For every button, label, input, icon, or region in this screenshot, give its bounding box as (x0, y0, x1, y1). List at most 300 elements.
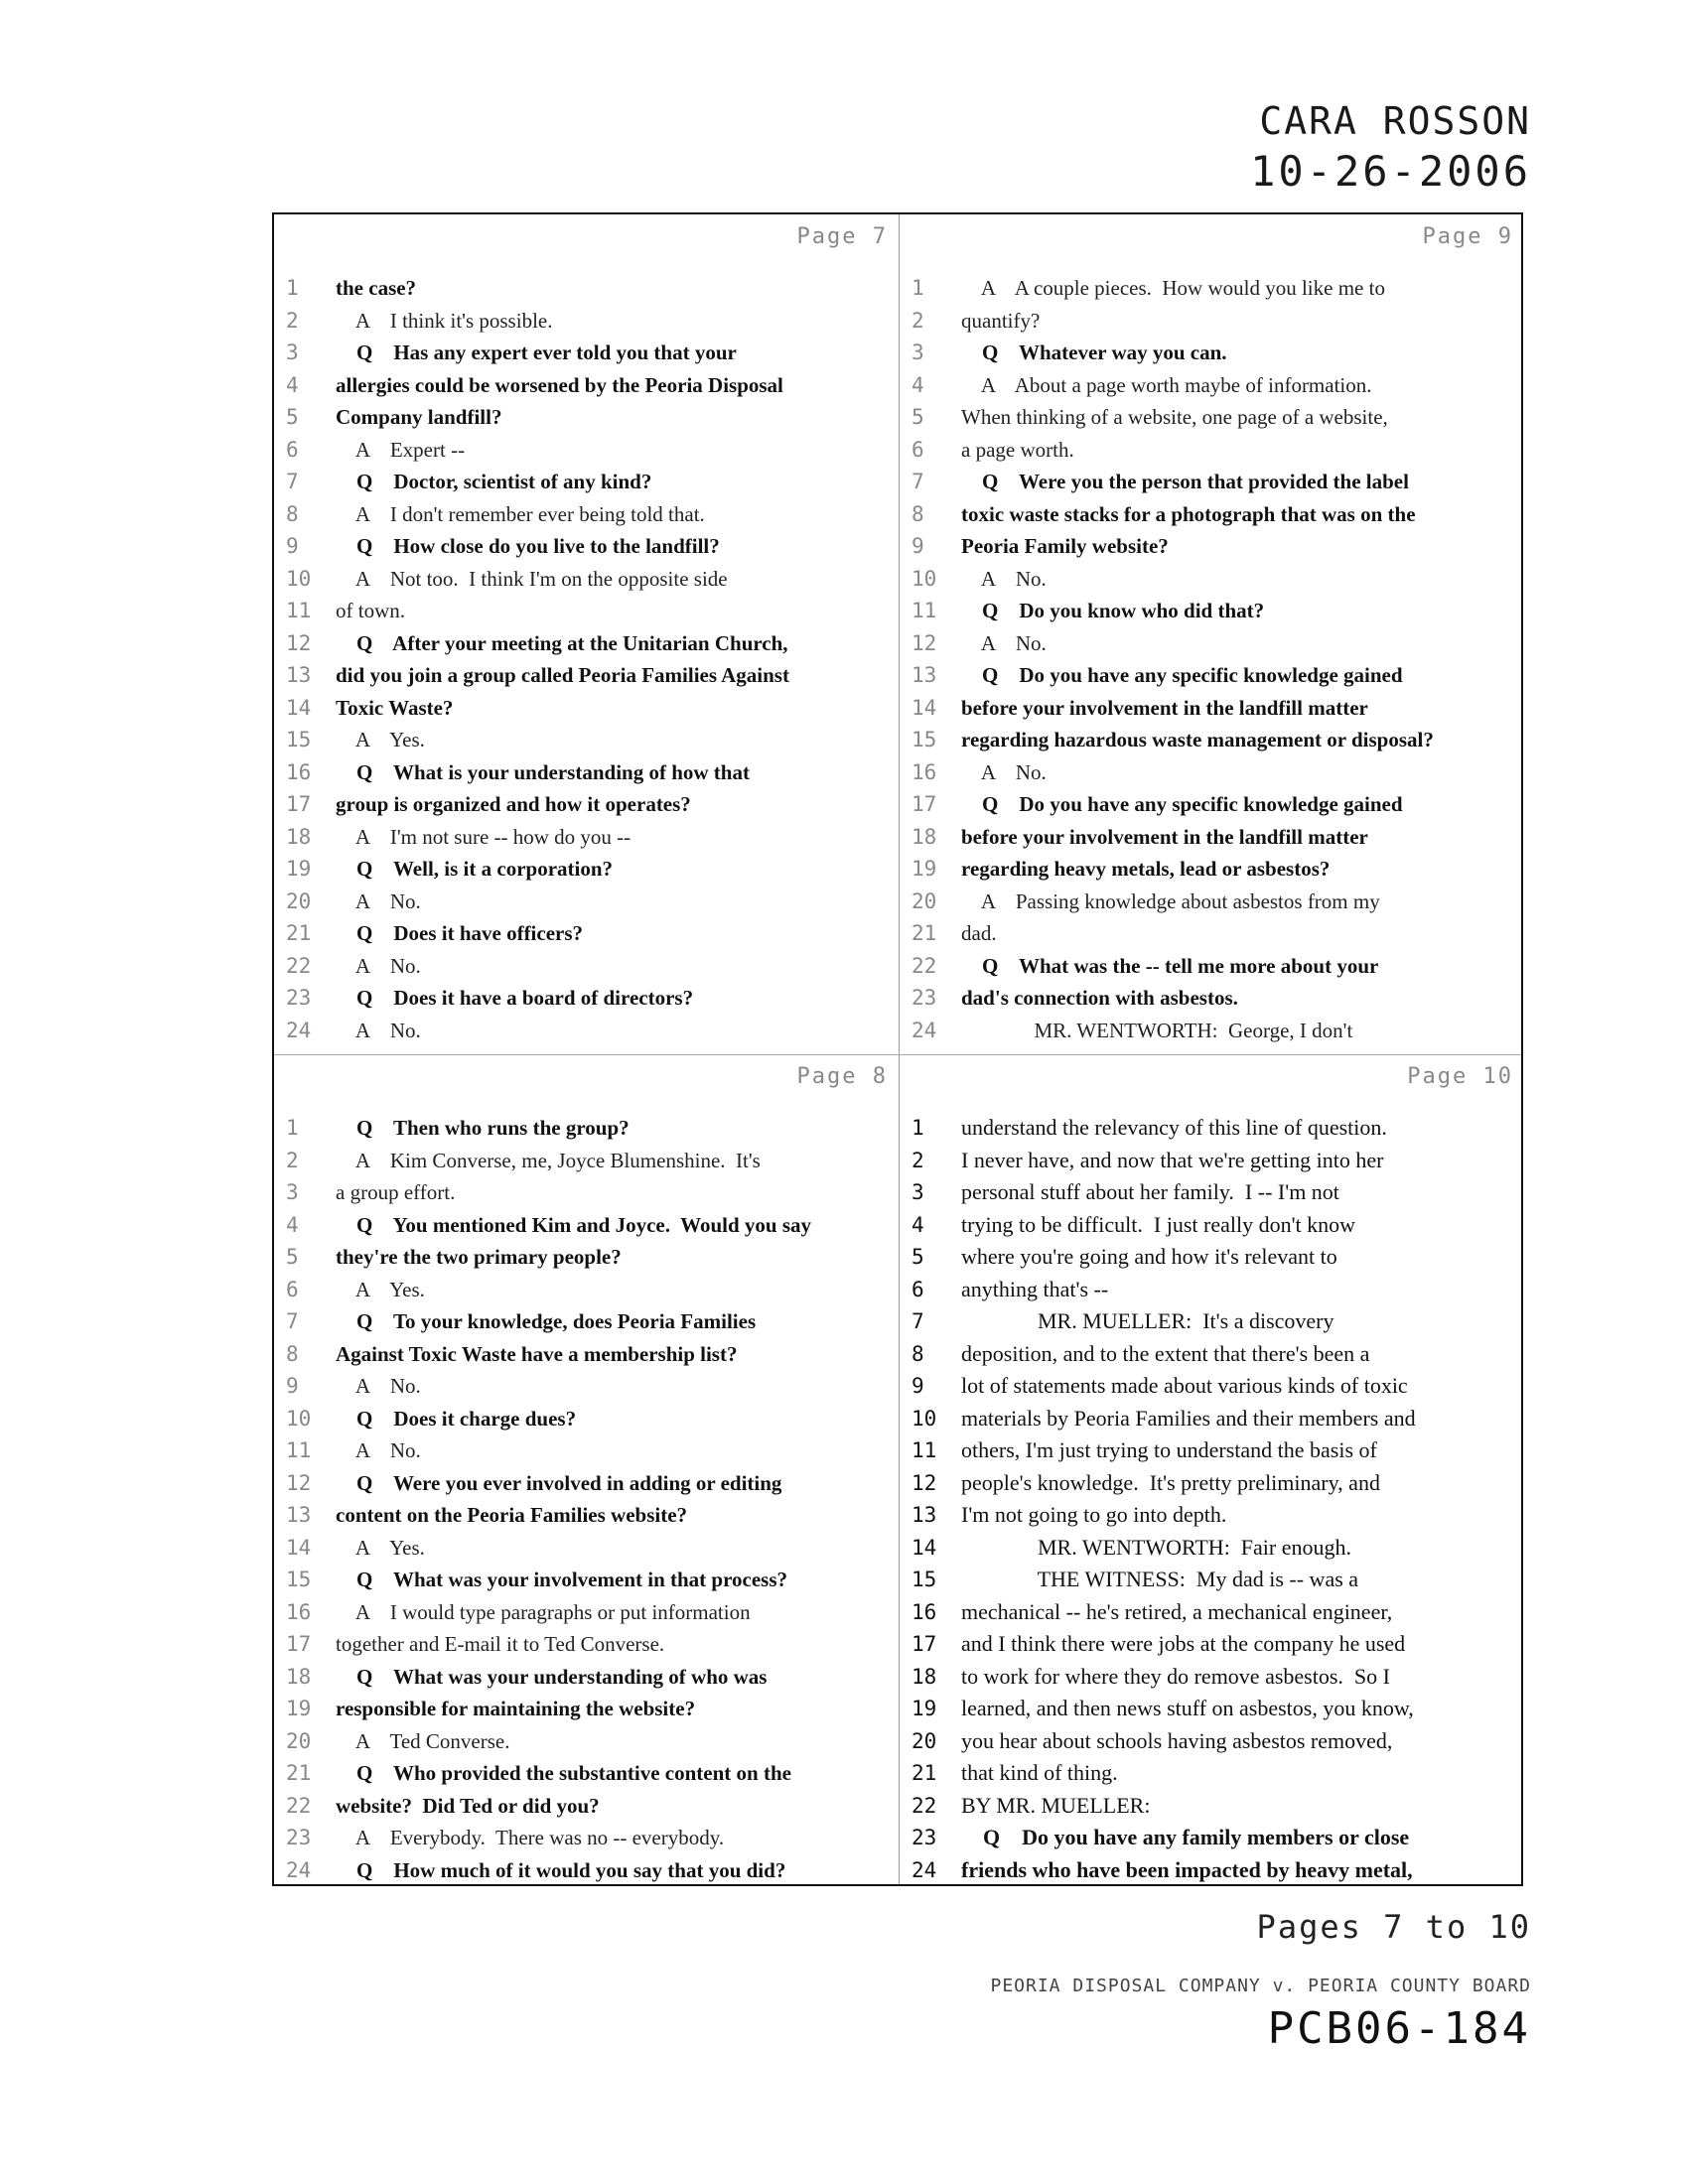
line-text: responsible for maintaining the website? (336, 1697, 696, 1720)
line-text: dad's connection with asbestos. (961, 986, 1238, 1010)
line-number: 20 (912, 888, 937, 913)
transcript-line (900, 1532, 1521, 1565)
line-number: 15 (286, 728, 312, 751)
line-number: 6 (286, 1277, 299, 1301)
transcript-line (900, 659, 1521, 692)
transcript-line (900, 466, 1521, 498)
transcript-line (900, 1596, 1521, 1629)
transcript-line (900, 1854, 1521, 1887)
transcript-line (900, 1822, 1521, 1854)
line-text: others, I'm just trying to understand the basis of (961, 1437, 1377, 1462)
transcript-line (900, 1145, 1521, 1177)
line-number: 2 (286, 308, 299, 333)
line-text: Q Do you have any family members or close (961, 1825, 1410, 1849)
line-text: Against Toxic Waste have a membership list? (336, 1341, 738, 1366)
transcript-line (274, 982, 896, 1015)
transcript-line (900, 305, 1521, 338)
line-text: A Yes. (336, 1277, 425, 1301)
line-number: 16 (286, 759, 312, 784)
line-text: that kind of thing. (961, 1760, 1118, 1785)
transcript-line (274, 1822, 896, 1854)
transcript-line (900, 1112, 1521, 1145)
line-text: Q Does it have officers? (336, 921, 584, 945)
line-text: A No. (336, 1018, 421, 1042)
transcript-line (900, 886, 1521, 918)
transcript-line (900, 853, 1521, 886)
line-number: 5 (286, 405, 299, 429)
line-text: Q Well, is it a corporation? (336, 857, 614, 881)
line-number: 23 (912, 1826, 937, 1849)
transcript-line (274, 369, 896, 402)
line-text: website? Did Ted or did you? (336, 1793, 600, 1818)
line-number: 19 (912, 1697, 937, 1720)
transcript-line (274, 1145, 896, 1177)
transcript-line (274, 1112, 896, 1145)
line-text: A I think it's possible. (336, 308, 553, 333)
page-label: Page 9 (1422, 224, 1513, 249)
transcript-line (274, 627, 896, 660)
transcript-line (274, 595, 896, 627)
line-text: I never have, and now that we're getting into her (961, 1147, 1384, 1172)
line-text: and I think there were jobs at the company he used (961, 1631, 1406, 1656)
line-text: MR. WENTWORTH: Fair enough. (961, 1534, 1352, 1560)
line-text: Q What was your understanding of who was (336, 1664, 768, 1689)
line-text: MR. MUELLER: It's a discovery (961, 1308, 1334, 1333)
transcript-line (274, 917, 896, 950)
line-text: Q Do you have any specific knowledge gained (961, 663, 1403, 687)
line-text: trying to be difficult. I just really don't know (961, 1211, 1356, 1237)
line-number: 4 (912, 372, 924, 397)
line-number: 3 (286, 1180, 299, 1204)
transcript-line (900, 627, 1521, 660)
line-text: Q After your meeting at the Unitarian Church, (336, 630, 788, 655)
page-lines (274, 1112, 896, 1886)
transcript-line (274, 1370, 896, 1403)
line-text: did you join a group called Peoria Families Against (336, 663, 789, 687)
line-number: 9 (912, 534, 924, 558)
transcript-line (900, 530, 1521, 563)
line-number: 24 (286, 1857, 312, 1882)
line-text: THE WITNESS: My dad is -- was a (961, 1567, 1359, 1591)
line-number: 5 (912, 1245, 924, 1269)
transcript-line (274, 1532, 896, 1565)
transcript-line (274, 1499, 896, 1532)
line-text: Company landfill? (336, 405, 502, 429)
line-number: 20 (286, 1728, 312, 1753)
line-text: together and E-mail it to Ted Converse. (336, 1632, 665, 1656)
page-lines (900, 1112, 1521, 1886)
deposition-date: 10-26-2006 (1250, 147, 1531, 196)
line-number: 18 (912, 1664, 937, 1689)
line-number: 19 (286, 857, 312, 881)
line-number: 16 (286, 1599, 312, 1624)
line-number: 19 (286, 1697, 312, 1720)
line-number: 11 (286, 599, 312, 622)
line-number: 15 (912, 1568, 937, 1591)
line-number: 4 (286, 1212, 299, 1237)
page-label: Page 8 (796, 1064, 888, 1089)
line-text: A No. (961, 566, 1047, 591)
transcript-line (274, 1176, 896, 1209)
line-number: 13 (286, 663, 312, 687)
transcript-line (900, 756, 1521, 789)
pages-range: Pages 7 to 10 (1256, 1908, 1531, 1946)
line-text: personal stuff about her family. I -- I'm not (961, 1179, 1339, 1204)
line-text: A No. (961, 630, 1047, 655)
line-number: 6 (912, 437, 924, 462)
line-text: Q Were you the person that provided the label (961, 470, 1409, 493)
line-number: 14 (912, 695, 937, 720)
transcript-line (274, 305, 896, 338)
transcript-line (274, 788, 896, 821)
transcript-line (274, 1564, 896, 1596)
line-number: 21 (286, 921, 312, 945)
line-number: 10 (912, 1406, 937, 1431)
transcript-line (900, 1241, 1521, 1274)
transcript-line (900, 788, 1521, 821)
transcript-line (900, 369, 1521, 402)
transcript-line (900, 595, 1521, 627)
line-number: 11 (912, 1438, 937, 1462)
line-number: 2 (286, 1148, 299, 1172)
line-text: friends who have been impacted by heavy metal, (961, 1856, 1413, 1882)
line-text: A I would type paragraphs or put information (336, 1599, 751, 1624)
line-text: before your involvement in the landfill matter (961, 824, 1368, 849)
transcript-line (900, 917, 1521, 950)
line-text: deposition, and to the extent that there's been a (961, 1340, 1370, 1366)
transcript-line (900, 1790, 1521, 1823)
line-number: 7 (286, 1309, 299, 1333)
line-text: Q Does it have a board of directors? (336, 986, 694, 1010)
page-lines (274, 272, 896, 1046)
line-text: toxic waste stacks for a photograph that was on the (961, 501, 1416, 526)
line-text: Q Doctor, scientist of any kind? (336, 470, 652, 493)
line-text: BY MR. MUELLER: (961, 1792, 1151, 1818)
transcript-line (274, 1790, 896, 1823)
line-number: 20 (912, 1728, 937, 1753)
line-text: Q What was the -- tell me more about your (961, 953, 1379, 978)
line-number: 23 (286, 1826, 312, 1849)
line-number: 24 (286, 1018, 312, 1042)
line-text: I'm not going to go into depth. (961, 1502, 1227, 1527)
line-text: Q You mentioned Kim and Joyce. Would you say (336, 1212, 811, 1237)
line-number: 17 (286, 792, 312, 816)
transcript-line (274, 886, 896, 918)
line-number: 15 (286, 1568, 312, 1591)
line-number: 5 (286, 1245, 299, 1269)
transcript-line (274, 756, 896, 789)
line-number: 21 (286, 1761, 312, 1785)
transcript-line (274, 498, 896, 531)
line-number: 14 (286, 695, 312, 720)
line-text: Peoria Family website? (961, 534, 1169, 558)
line-number: 3 (286, 341, 299, 364)
line-number: 9 (286, 1374, 299, 1398)
line-number: 8 (286, 501, 299, 526)
line-number: 1 (286, 1116, 299, 1140)
transcript-line (900, 1757, 1521, 1790)
line-number: 10 (912, 566, 937, 591)
transcript-line (274, 853, 896, 886)
transcript-line (274, 1467, 896, 1500)
line-number: 7 (912, 1309, 924, 1333)
transcript-line (274, 1596, 896, 1629)
line-number: 12 (912, 630, 937, 655)
line-number: 22 (286, 1793, 312, 1818)
transcript-line (900, 1370, 1521, 1403)
line-text: A No. (336, 953, 421, 978)
line-text: Q Were you ever involved in adding or editing (336, 1470, 782, 1495)
line-number: 21 (912, 921, 937, 945)
transcript-line (274, 1209, 896, 1242)
transcript-line (274, 272, 896, 305)
line-text: content on the Peoria Families website? (336, 1503, 688, 1527)
transcript-line (274, 1274, 896, 1306)
line-text: Q What is your understanding of how that (336, 759, 750, 784)
transcript-line (900, 1725, 1521, 1758)
line-text: A Passing knowledge about asbestos from my (961, 888, 1380, 913)
transcript-line (274, 1693, 896, 1725)
line-text: Q Then who runs the group? (336, 1116, 630, 1140)
line-number: 16 (912, 1599, 937, 1624)
line-number: 8 (912, 1341, 924, 1366)
line-text: A No. (336, 1374, 421, 1398)
line-number: 2 (912, 1148, 924, 1172)
line-number: 14 (286, 1535, 312, 1560)
line-text: Q Do you know who did that? (961, 599, 1265, 622)
line-text: understand the relevancy of this line of question. (961, 1115, 1387, 1140)
line-number: 23 (912, 986, 937, 1010)
line-text: lot of statements made about various kinds of toxic (961, 1373, 1408, 1398)
line-number: 1 (286, 276, 299, 300)
transcript-line (900, 1338, 1521, 1371)
line-number: 10 (286, 1406, 312, 1431)
line-text: A Yes. (336, 728, 425, 751)
line-number: 13 (286, 1503, 312, 1527)
line-number: 8 (286, 1341, 299, 1366)
line-number: 22 (912, 953, 937, 978)
line-text: When thinking of a website, one page of a website, (961, 405, 1388, 429)
transcript-line (274, 1338, 896, 1371)
line-text: anything that's -- (961, 1276, 1109, 1301)
transcript-line (900, 1693, 1521, 1725)
line-number: 3 (912, 1180, 924, 1204)
line-number: 22 (286, 953, 312, 978)
line-number: 12 (912, 1470, 937, 1495)
transcript-line (900, 1499, 1521, 1532)
line-text: you hear about schools having asbestos removed, (961, 1727, 1393, 1753)
deponent-name: CARA ROSSON (1259, 99, 1531, 143)
case-id: PCB06-184 (1267, 2003, 1531, 2054)
transcript-line (274, 1015, 896, 1047)
line-text: Toxic Waste? (336, 695, 454, 720)
line-number: 11 (286, 1438, 312, 1462)
page-lines (900, 272, 1521, 1046)
line-number: 22 (912, 1793, 937, 1818)
line-text: learned, and then news stuff on asbestos, you know, (961, 1696, 1414, 1720)
transcript-line (274, 1241, 896, 1274)
line-number: 20 (286, 888, 312, 913)
line-text: MR. WENTWORTH: George, I don't (961, 1018, 1353, 1042)
line-text: group is organized and how it operates? (336, 792, 691, 816)
transcript-line (274, 1305, 896, 1338)
line-text: quantify? (961, 308, 1041, 333)
transcript-line (274, 1854, 896, 1887)
line-number: 15 (912, 728, 937, 751)
transcript-line (274, 466, 896, 498)
transcript-line (274, 563, 896, 596)
line-text: before your involvement in the landfill matter (961, 695, 1368, 720)
transcript-line (900, 1403, 1521, 1435)
line-number: 4 (286, 372, 299, 397)
line-text: Q Does it charge dues? (336, 1406, 577, 1431)
line-text: Q Whatever way you can. (961, 341, 1227, 364)
line-number: 17 (286, 1632, 312, 1656)
page-label: Page 10 (1407, 1064, 1513, 1089)
transcript-line (900, 1274, 1521, 1306)
line-text: a group effort. (336, 1180, 456, 1204)
transcript-line (900, 1305, 1521, 1338)
line-number: 7 (286, 470, 299, 493)
line-number: 14 (912, 1535, 937, 1560)
line-number: 1 (912, 1116, 924, 1140)
line-number: 3 (912, 341, 924, 364)
line-number: 6 (286, 437, 299, 462)
line-text: A Everybody. There was no -- everybody. (336, 1826, 725, 1849)
line-number: 17 (912, 1632, 937, 1656)
transcript-line (274, 950, 896, 983)
line-number: 13 (912, 663, 937, 687)
line-text: Q Do you have any specific knowledge gained (961, 792, 1403, 816)
line-text: materials by Peoria Families and their members and (961, 1405, 1416, 1431)
line-number: 16 (912, 759, 937, 784)
line-number: 1 (912, 276, 924, 300)
line-text: regarding heavy metals, lead or asbestos? (961, 857, 1331, 881)
line-number: 12 (286, 1470, 312, 1495)
line-text: dad. (961, 921, 997, 945)
line-number: 5 (912, 405, 924, 429)
line-text: A Ted Converse. (336, 1728, 510, 1753)
line-text: Q Has any expert ever told you that your (336, 341, 737, 364)
transcript-line (900, 950, 1521, 983)
transcript-line (900, 1434, 1521, 1467)
line-number: 8 (912, 501, 924, 526)
line-number: 2 (912, 308, 924, 333)
line-text: of town. (336, 599, 405, 622)
transcript-frame (272, 212, 1523, 1886)
transcript-line (274, 724, 896, 756)
line-text: A No. (961, 759, 1047, 784)
transcript-line (274, 530, 896, 563)
line-text: A I don't remember ever being told that. (336, 501, 705, 526)
line-text: A Expert -- (336, 437, 466, 462)
line-text: mechanical -- he's retired, a mechanical engineer, (961, 1598, 1393, 1624)
line-number: 7 (912, 470, 924, 493)
line-text: where you're going and how it's relevant to (961, 1244, 1337, 1269)
line-number: 23 (286, 986, 312, 1010)
transcript-line (900, 724, 1521, 756)
line-number: 12 (286, 630, 312, 655)
transcript-line (274, 692, 896, 725)
line-text: people's knowledge. It's pretty preliminary, and (961, 1469, 1380, 1495)
line-text: allergies could be worsened by the Peoria Disposal (336, 372, 783, 397)
transcript-line (274, 1403, 896, 1435)
row-divider (274, 1054, 1521, 1055)
line-text: A Not too. I think I'm on the opposite side (336, 566, 728, 591)
transcript-line (900, 821, 1521, 854)
transcript-line (274, 659, 896, 692)
transcript-line (274, 1628, 896, 1661)
transcript-line (900, 563, 1521, 596)
transcript-line (900, 272, 1521, 305)
line-number: 19 (912, 857, 937, 881)
transcript-line (900, 434, 1521, 467)
transcript-line (274, 1757, 896, 1790)
line-text: A A couple pieces. How would you like me to (961, 276, 1385, 300)
line-text: regarding hazardous waste management or disposal? (961, 728, 1434, 751)
line-text: Q How close do you live to the landfill? (336, 534, 720, 558)
transcript-line (900, 1564, 1521, 1596)
transcript-line (274, 821, 896, 854)
line-text: A About a page worth maybe of information. (961, 372, 1372, 397)
transcript-line (274, 1725, 896, 1758)
line-text: a page worth. (961, 437, 1074, 462)
line-text: A I'm not sure -- how do you -- (336, 824, 632, 849)
transcript-line (900, 337, 1521, 369)
line-number: 4 (912, 1212, 924, 1237)
transcript-line (900, 1628, 1521, 1661)
transcript-line (274, 1661, 896, 1694)
line-number: 17 (912, 792, 937, 816)
transcript-line (274, 1434, 896, 1467)
line-text: they're the two primary people? (336, 1245, 622, 1269)
line-text: Q What was your involvement in that process? (336, 1568, 788, 1591)
transcript-line (274, 401, 896, 434)
transcript-line (900, 498, 1521, 531)
line-text: A Kim Converse, me, Joyce Blumenshine. It's (336, 1148, 761, 1172)
line-text: Q How much of it would you say that you did? (336, 1857, 786, 1882)
line-number: 24 (912, 1018, 937, 1042)
line-number: 9 (286, 534, 299, 558)
transcript-line (900, 1176, 1521, 1209)
line-text: A No. (336, 888, 421, 913)
line-text: A Yes. (336, 1535, 425, 1560)
transcript-line (274, 337, 896, 369)
line-number: 18 (912, 824, 937, 849)
line-text: Q To your knowledge, does Peoria Families (336, 1309, 757, 1333)
line-number: 21 (912, 1761, 937, 1785)
page-label: Page 7 (796, 224, 888, 249)
line-text: to work for where they do remove asbestos. So I (961, 1663, 1390, 1689)
line-number: 11 (912, 599, 937, 622)
line-number: 24 (912, 1857, 937, 1882)
line-text: the case? (336, 276, 417, 300)
transcript-line (274, 434, 896, 467)
line-text: A No. (336, 1438, 421, 1462)
line-number: 9 (912, 1374, 924, 1398)
line-number: 10 (286, 566, 312, 591)
line-text: Q Who provided the substantive content on the (336, 1761, 791, 1785)
line-number: 6 (912, 1277, 924, 1301)
transcript-line (900, 1467, 1521, 1500)
line-number: 13 (912, 1503, 937, 1527)
transcript-line (900, 982, 1521, 1015)
case-name: PEORIA DISPOSAL COMPANY v. PEORIA COUNTY BOARD (990, 1976, 1531, 1996)
transcript-line (900, 1661, 1521, 1694)
transcript-line (900, 401, 1521, 434)
transcript-line (900, 1015, 1521, 1047)
transcript-line (900, 1209, 1521, 1242)
